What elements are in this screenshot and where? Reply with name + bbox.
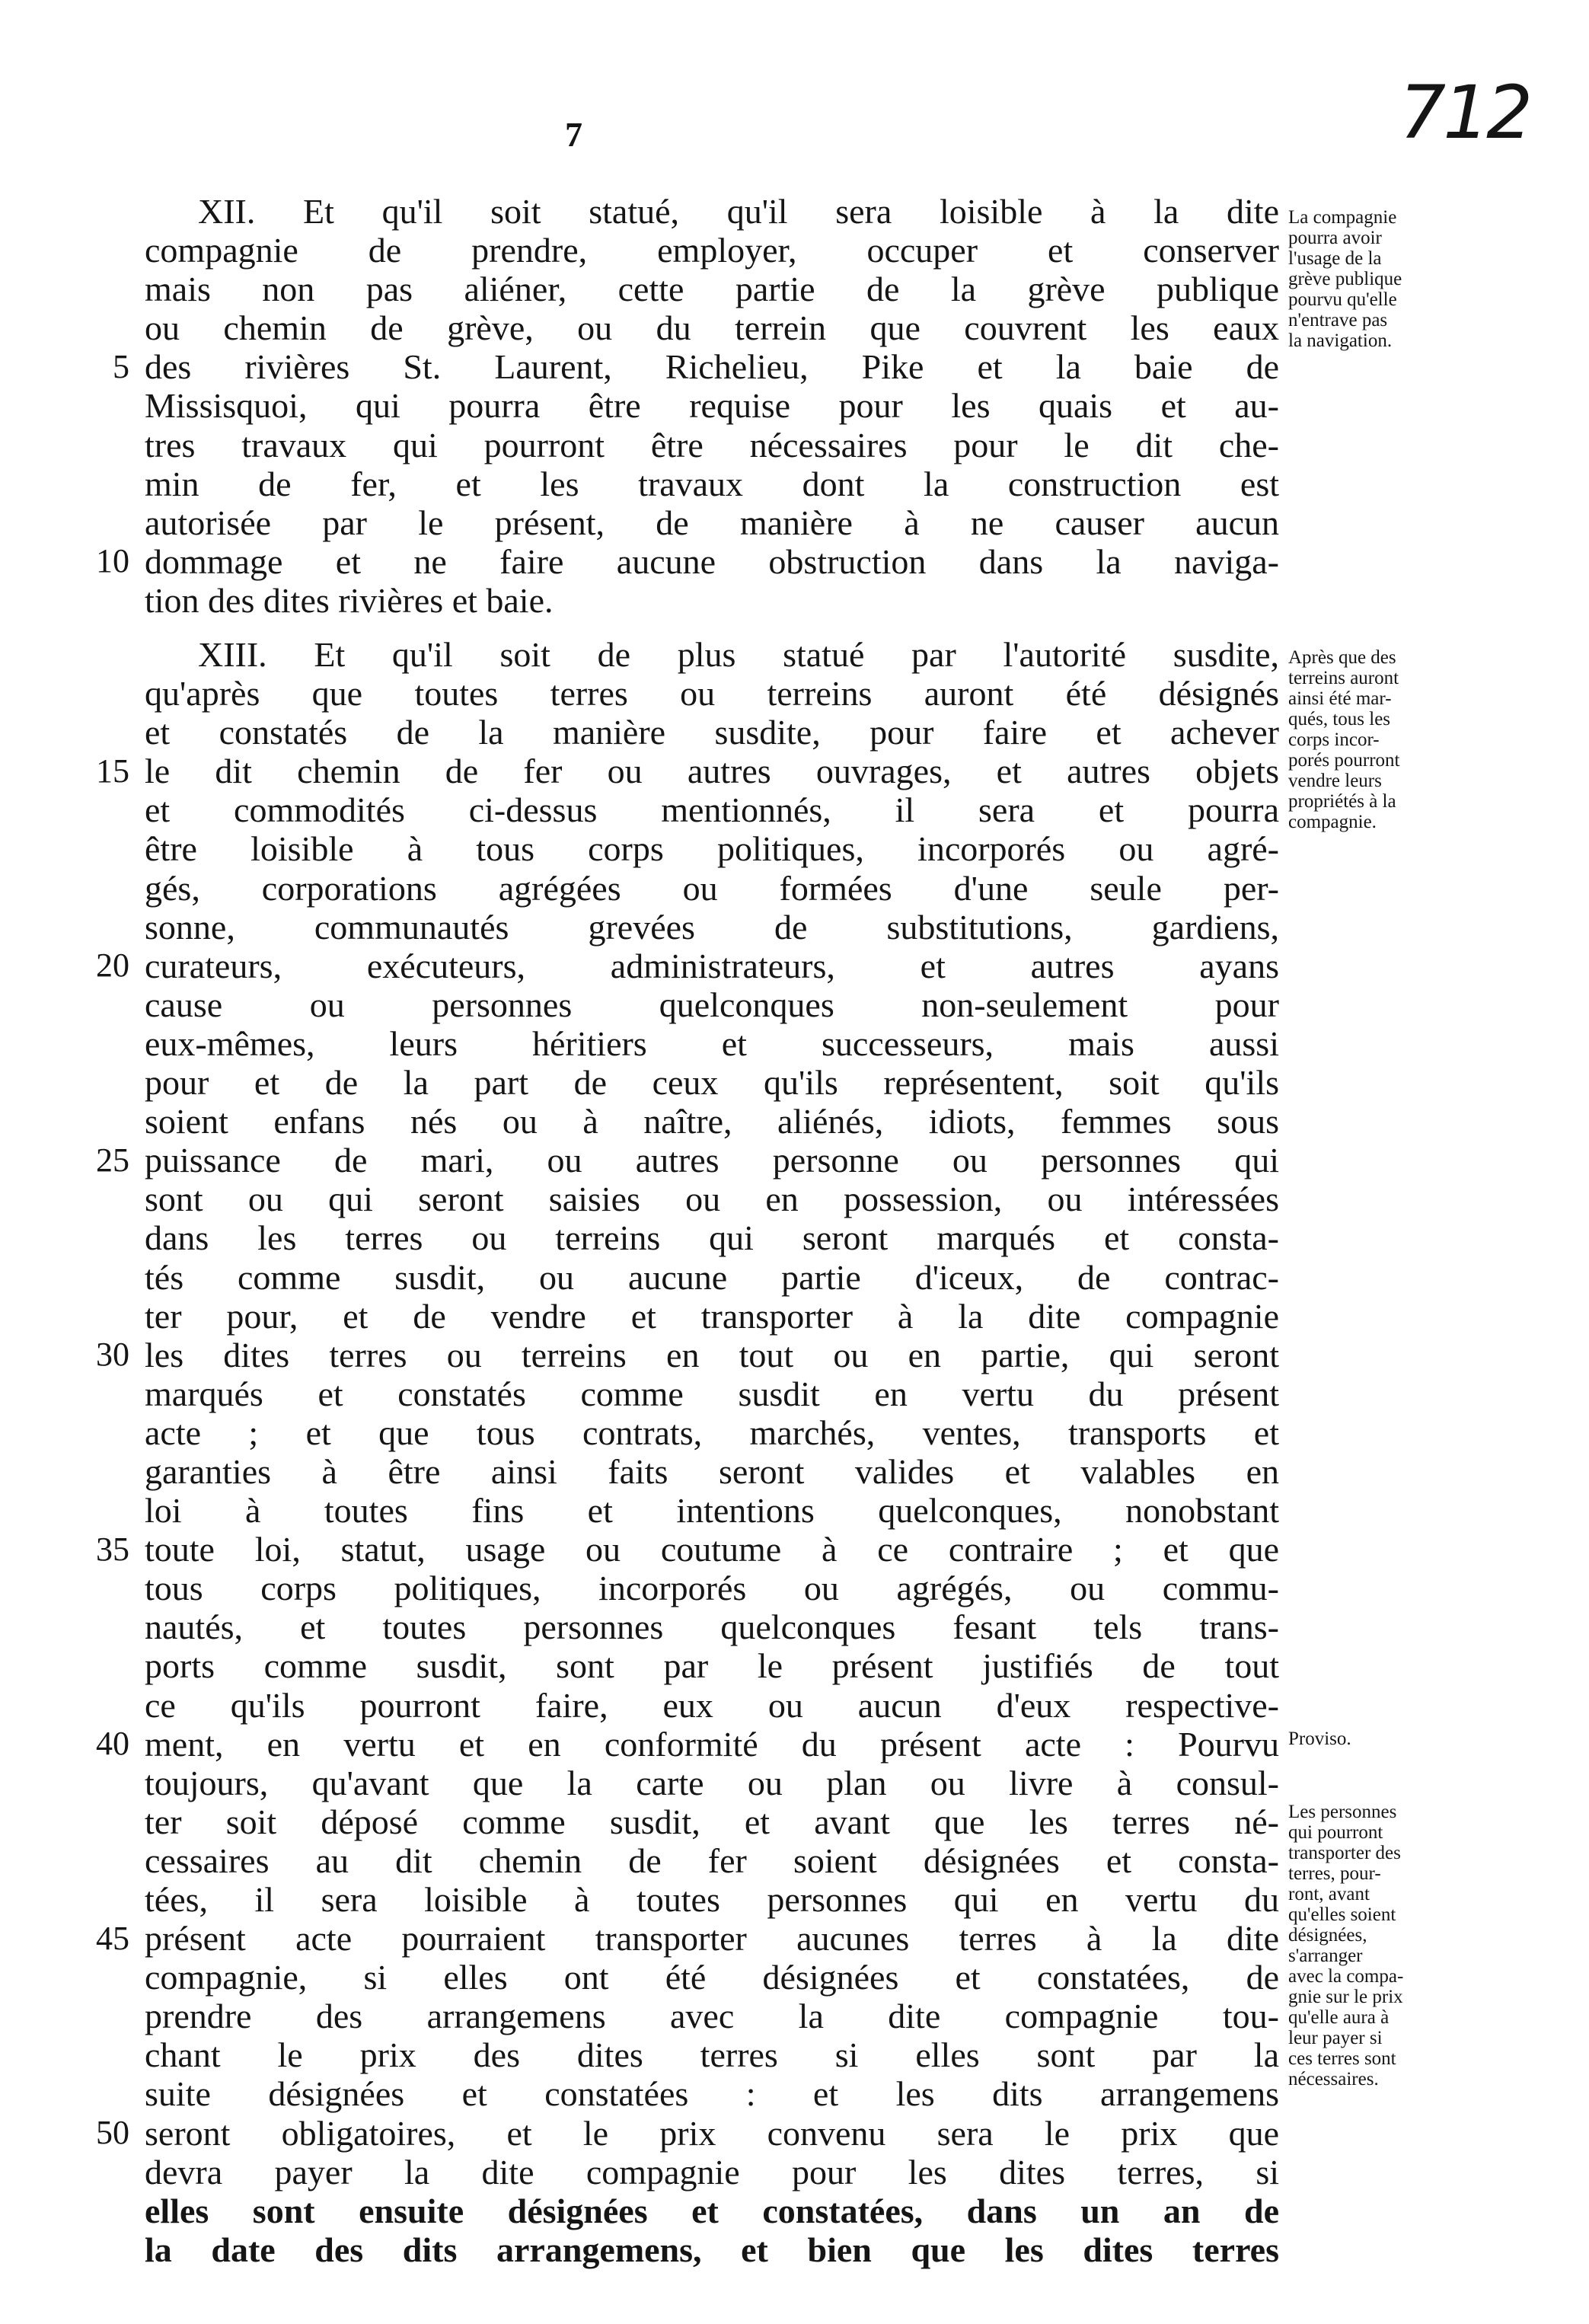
note-line: ainsi été mar- <box>1288 688 1392 709</box>
marginal-note-proviso <box>1288 1729 1547 1749</box>
text-line: compagnie de prendre, employer, occuper et conserver <box>145 231 1279 270</box>
text-line: puissance de mari, ou autres personne ou personnes qui <box>145 1141 1279 1180</box>
note-line: désignées, <box>1288 1925 1367 1946</box>
line-number: 40 <box>96 1725 129 1762</box>
text-line: eux-mêmes, leurs héritiers et successeurs, mais aussi <box>145 1023 1279 1063</box>
text-line: autorisée par le présent, de manière à ne causer aucun <box>145 503 1279 542</box>
note-line: leur payer si <box>1288 2028 1383 2048</box>
note-line: Après que des <box>1288 647 1396 668</box>
note-line: compagnie. <box>1288 812 1377 832</box>
line-number: 35 <box>96 1531 129 1568</box>
note-line: n'entrave pas <box>1288 310 1388 330</box>
marginal-note-arrangements <box>1288 1802 1547 2089</box>
text-line: des rivières St. Laurent, Richelieu, Pike et la baie de <box>145 347 1279 387</box>
text-line: min de fer, et les travaux dont la construction est <box>145 464 1279 503</box>
note-line: s'arranger <box>1288 1946 1363 1966</box>
text-line: ment, en vertu et en conformité du présent acte : Pourvu <box>145 1724 1279 1764</box>
text-line: compagnie, si elles ont été désignées et constatées, de <box>145 1958 1279 1997</box>
line-number: 30 <box>96 1336 129 1373</box>
text-line: Missisquoi, qui pourra être requise pour les quais et au- <box>145 386 1279 426</box>
note-line: pourvu qu'elle <box>1288 289 1397 310</box>
text-line: prendre des arrangemens avec la dite compagnie tou- <box>145 1997 1279 2036</box>
line-number: 50 <box>96 2114 129 2151</box>
folio-number: 712 <box>1399 70 1530 155</box>
text-line: tion des dites rivières et baie. <box>145 580 554 620</box>
text-line: devra payer la dite compagnie pour les dites terres, si <box>145 2152 1279 2192</box>
note-line: la navigation. <box>1288 330 1393 351</box>
text-line: ce qu'ils pourront faire, eux ou aucun d'eux respective- <box>145 1685 1279 1725</box>
note-line: Les personnes <box>1288 1802 1397 1822</box>
note-line: l'usage de la <box>1288 248 1382 269</box>
note-line: avec la compa- <box>1288 1966 1404 1987</box>
note-line: Proviso. <box>1288 1729 1351 1749</box>
line-number: 45 <box>96 1920 129 1957</box>
text-line: garanties à être ainsi faits seront valides et valables en <box>145 1451 1279 1491</box>
note-line: qu'elle aura à <box>1288 2007 1390 2028</box>
text-line: tés comme susdit, ou aucune partie d'iceux, de contrac- <box>145 1257 1279 1297</box>
text-line: soient enfans nés ou à naître, aliénés, idiots, femmes sous <box>145 1102 1279 1141</box>
text-line: ou chemin de grève, ou du terrein que couvrent les eaux <box>145 308 1279 348</box>
note-line: grève publique <box>1288 269 1402 289</box>
text-line: être loisible à tous corps politiques, incorporés ou agré- <box>145 829 1279 869</box>
note-line: transporter des <box>1288 1843 1401 1863</box>
text-line: ports comme susdit, sont par le présent justifiés de tout <box>145 1646 1279 1686</box>
note-line: terres, pour- <box>1288 1863 1381 1884</box>
note-line: ront, avant <box>1288 1884 1370 1904</box>
text-line: sont ou qui seront saisies ou en possession, ou intéressées <box>145 1180 1279 1219</box>
text-line: tous corps politiques, incorporés ou agrégés, ou commu- <box>145 1569 1279 1608</box>
line-number: 15 <box>96 752 129 790</box>
text-line: toute loi, statut, usage ou coutume à ce contraire ; et que <box>145 1530 1279 1569</box>
text-line: loi à toutes fins et intentions quelconques, nonobstant <box>145 1491 1279 1531</box>
text-line: toujours, qu'avant que la carte ou plan ou livre à consul- <box>145 1763 1279 1802</box>
note-line: qui pourront <box>1288 1822 1383 1843</box>
marginal-note-grève <box>1288 207 1547 351</box>
text-line: curateurs, exécuteurs, administrateurs, et autres ayans <box>145 946 1279 985</box>
note-line: porés pourront <box>1288 750 1400 771</box>
text-line: ter soit déposé comme susdit, et avant que les terres né- <box>145 1802 1279 1841</box>
text-line: nautés, et toutes personnes quelconques fesant tels trans- <box>145 1607 1279 1647</box>
text-line: dommage et ne faire aucune obstruction dans la naviga- <box>145 541 1279 581</box>
text-line: le dit chemin de fer ou autres ouvrages, et autres objets <box>145 752 1279 791</box>
text-line: marqués et constatés comme susdit en vertu du présent <box>145 1374 1279 1413</box>
note-line: propriétés à la <box>1288 791 1396 812</box>
note-line: terreins auront <box>1288 668 1399 688</box>
line-number: 10 <box>96 542 129 579</box>
text-line: qu'après que toutes terres ou terreins auront été désignés <box>145 674 1279 713</box>
text-line: cause ou personnes quelconques non-seulement pour <box>145 985 1279 1024</box>
note-line: vendre leurs <box>1288 771 1382 791</box>
marginal-note-vente <box>1288 647 1547 832</box>
text-line: les dites terres ou terreins en tout ou en partie, qui seront <box>145 1335 1279 1374</box>
note-line: gnie sur le prix <box>1288 1987 1403 2007</box>
line-number: 25 <box>96 1141 129 1179</box>
text-line: mais non pas aliéner, cette partie de la grève publique <box>145 270 1279 309</box>
text-line: cessaires au dit chemin de fer soient désignées et consta- <box>145 1840 1279 1880</box>
line-number: 20 <box>96 947 129 984</box>
text-line: tées, il sera loisible à toutes personnes qui en vertu du <box>145 1880 1279 1919</box>
text-line: la date des dits arrangemens, et bien que les dites terres <box>145 2230 1279 2269</box>
section-xii <box>145 192 1279 620</box>
text-line: XII. Et qu'il soit statué, qu'il sera loisible à la dite <box>198 192 1279 231</box>
text-line: chant le prix des dites terres si elles sont par la <box>145 2035 1279 2075</box>
text-line: seront obligatoires, et le prix convenu sera le prix que <box>145 2113 1279 2153</box>
text-line: suite désignées et constatées : et les dits arrangemens <box>145 2074 1279 2114</box>
text-line: pour et de la part de ceux qu'ils représentent, soit qu'ils <box>145 1063 1279 1103</box>
note-line: qués, tous les <box>1288 709 1391 729</box>
note-line: ces terres sont <box>1288 2048 1396 2069</box>
note-line: corps incor- <box>1288 729 1380 750</box>
text-line: et constatés de la manière susdite, pour faire et achever <box>145 713 1279 752</box>
note-line: pourra avoir <box>1288 228 1382 248</box>
text-line: et commodités ci-dessus mentionnés, il sera et pourra <box>145 790 1279 830</box>
text-line: elles sont ensuite désignées et constatées, dans un an de <box>145 2191 1279 2230</box>
text-line: dans les terres ou terreins qui seront marqués et consta- <box>145 1218 1279 1258</box>
section-xiii <box>145 635 1279 2269</box>
text-line: tres travaux qui pourront être nécessaires pour le dit che- <box>145 425 1279 464</box>
note-line: La compagnie <box>1288 207 1397 228</box>
page-number: 7 <box>565 115 582 154</box>
text-line: XIII. Et qu'il soit de plus statué par l'autorité susdite, <box>198 635 1279 674</box>
text-line: acte ; et que tous contrats, marchés, ventes, transports et <box>145 1413 1279 1452</box>
text-line: gés, corporations agrégées ou formées d'une seule per- <box>145 868 1279 908</box>
text-line: présent acte pourraient transporter aucunes terres à la dite <box>145 1919 1279 1958</box>
text-line: ter pour, et de vendre et transporter à la dite compagnie <box>145 1296 1279 1336</box>
line-number: 5 <box>113 348 129 385</box>
note-line: nécessaires. <box>1288 2069 1379 2089</box>
note-line: qu'elles soient <box>1288 1904 1396 1925</box>
text-line: sonne, communautés grevées de substitutions, gardiens, <box>145 907 1279 947</box>
